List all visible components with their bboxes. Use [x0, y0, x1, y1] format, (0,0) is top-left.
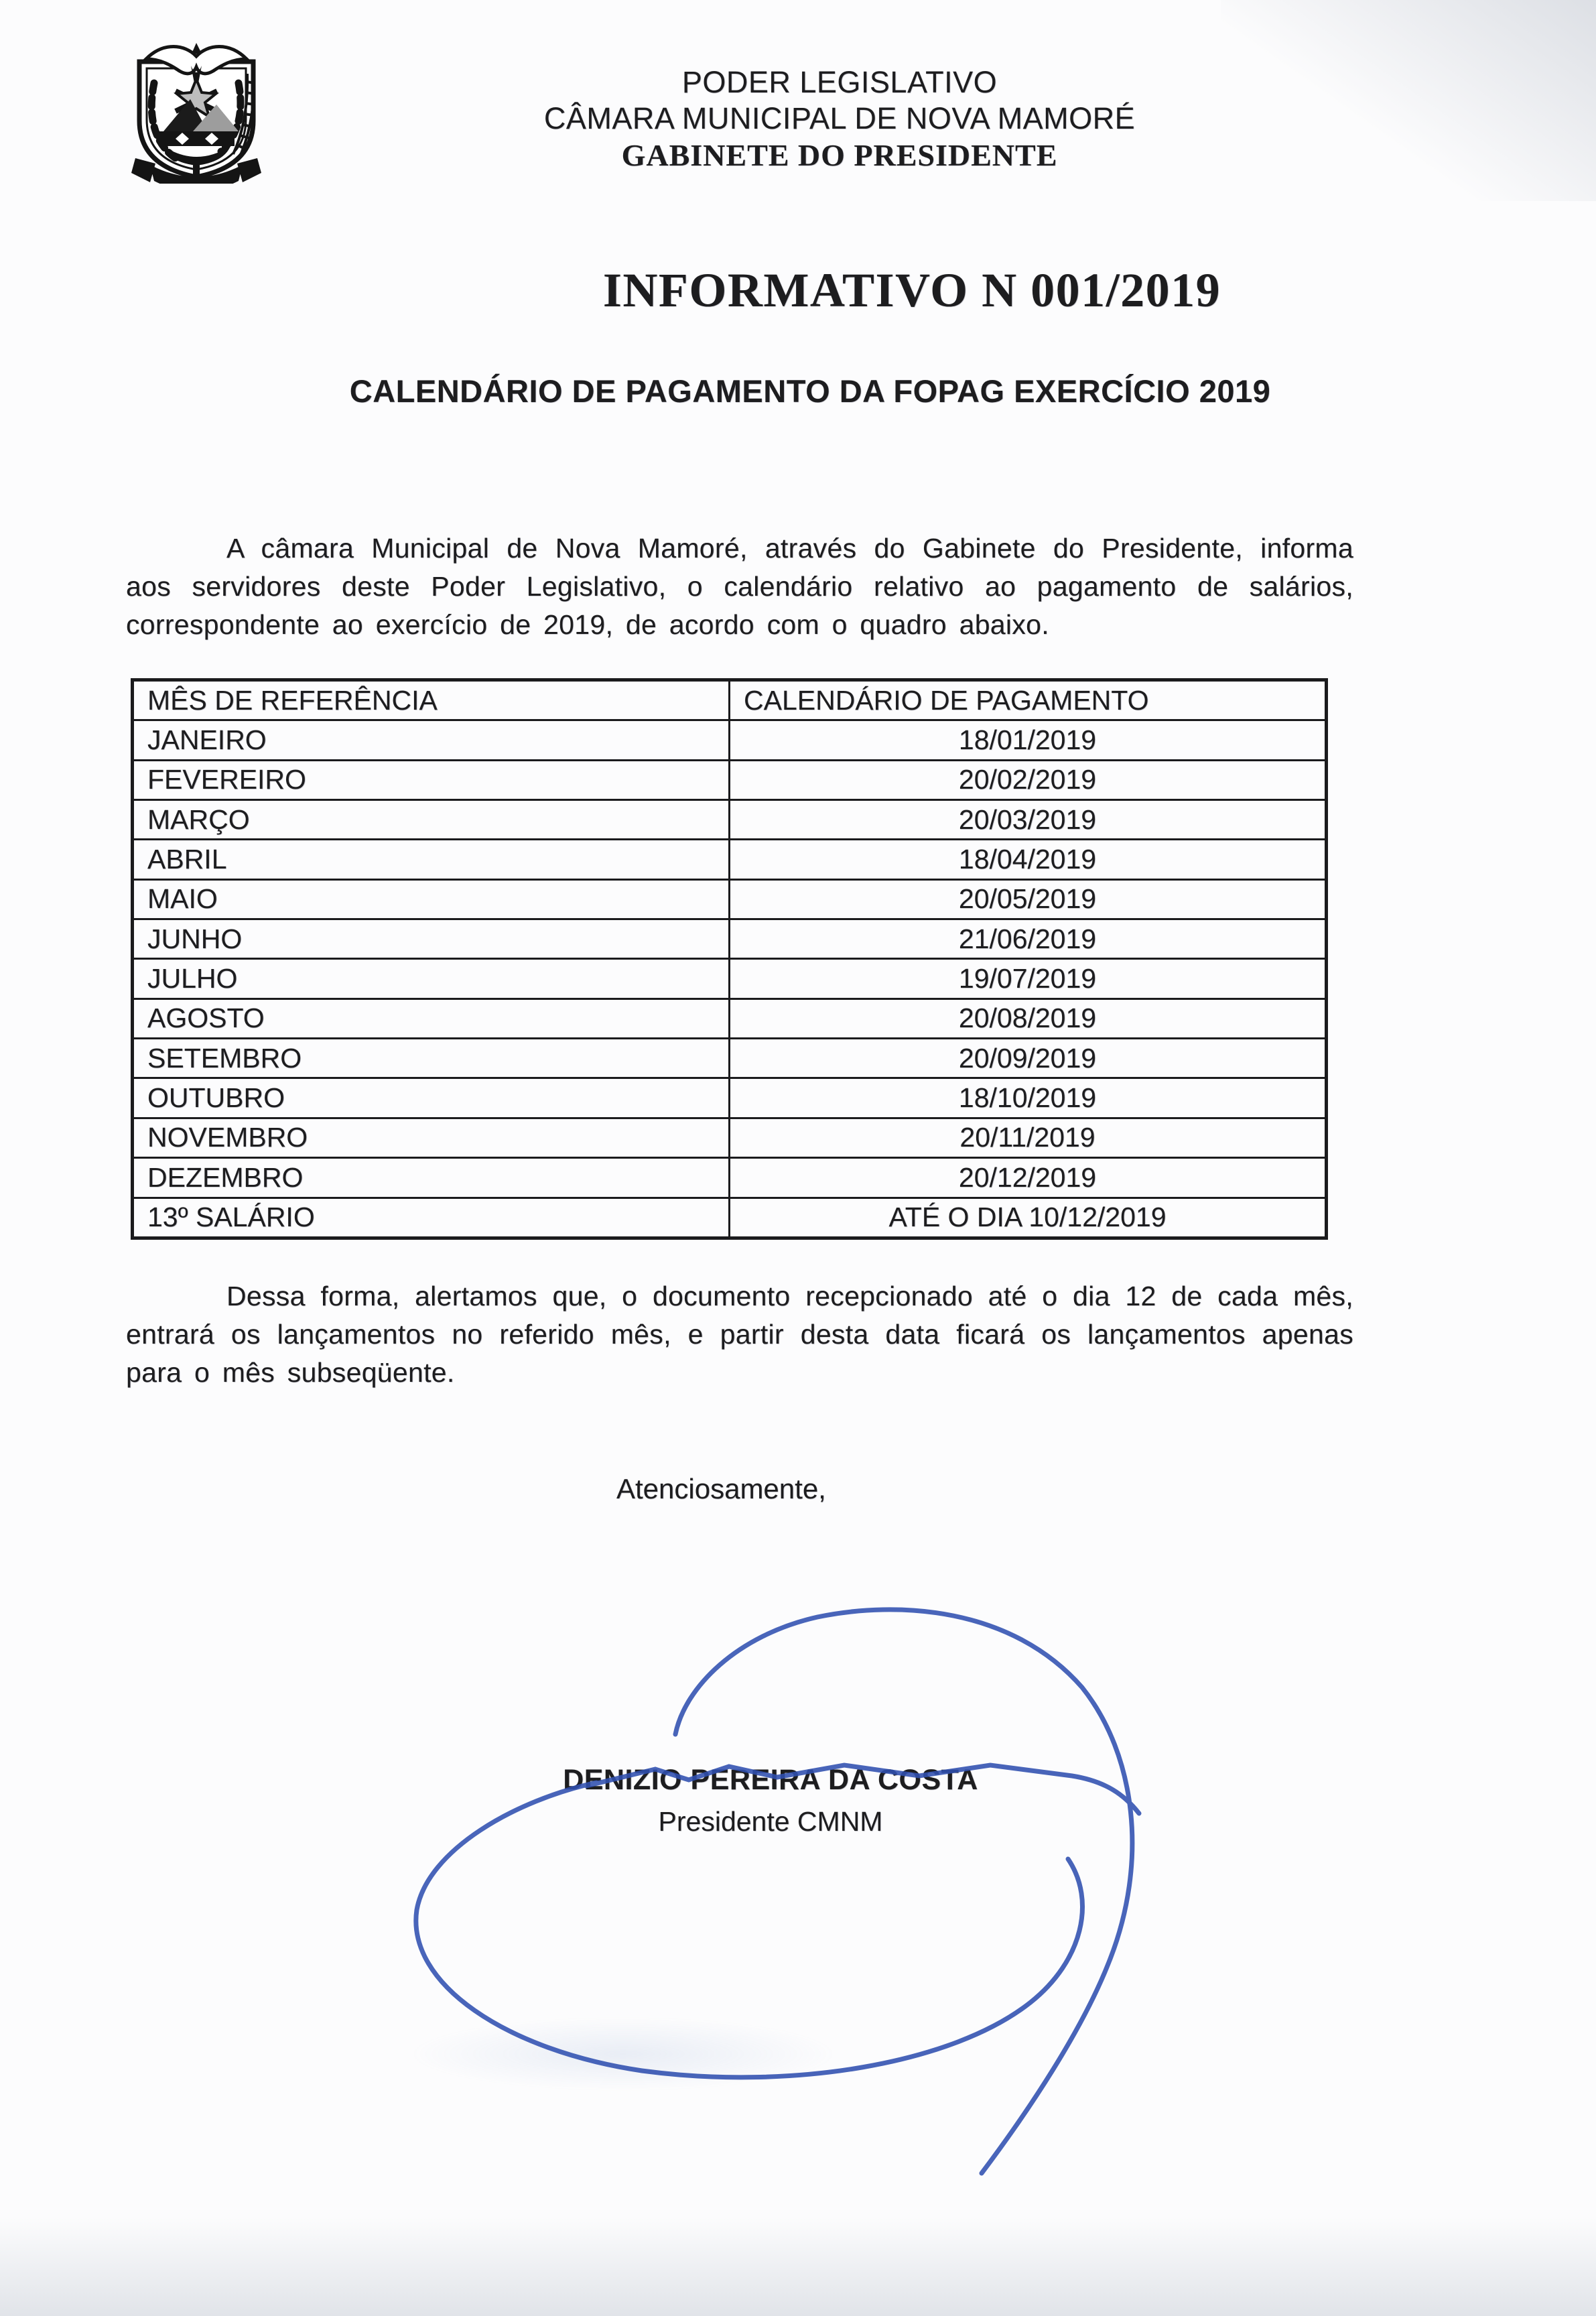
table-row [133, 1158, 1327, 1198]
table-row [133, 1039, 1327, 1078]
month-cell: 13º SALÁRIO [133, 1198, 730, 1238]
month-cell: AGOSTO [133, 999, 730, 1038]
column-header-payment: CALENDÁRIO DE PAGAMENTO [730, 680, 1327, 720]
date-cell: 20/05/2019 [730, 879, 1327, 919]
signature-block [0, 1764, 1541, 1838]
month-cell: MAIO [133, 879, 730, 919]
month-cell: MARÇO [133, 800, 730, 840]
table-header-row [133, 680, 1327, 720]
payment-calendar-table [131, 678, 1328, 1240]
date-cell: 20/09/2019 [730, 1039, 1327, 1078]
notice-paragraph: Dessa forma, alertamos que, o documento recepcionado até o dia 12 de cada mês, entrará os lançamentos no referido mês, e partir desta data ficará os lançamentos apenas para o mês subseqüente. [126, 1281, 1353, 1388]
date-cell: 20/03/2019 [730, 800, 1327, 840]
table-row [133, 999, 1327, 1038]
ink-bleed-smudge [409, 2017, 838, 2091]
date-cell: 19/07/2019 [730, 959, 1327, 999]
closing-salutation: Atenciosamente, [616, 1473, 826, 1504]
month-cell: FEVEREIRO [133, 760, 730, 799]
date-cell: 18/04/2019 [730, 840, 1327, 879]
table-row [133, 840, 1327, 879]
letterhead-line1: PODER LEGISLATIVO [681, 65, 998, 99]
signer-role: Presidente CMNM [658, 1806, 883, 1837]
document-title: INFORMATIVO N 001/2019 [602, 263, 1221, 317]
month-cell: ABRIL [133, 840, 730, 879]
date-cell: 18/10/2019 [730, 1078, 1327, 1118]
date-cell: 21/06/2019 [730, 919, 1327, 959]
month-cell: JULHO [133, 959, 730, 999]
table-row [133, 1198, 1327, 1238]
month-cell: JANEIRO [133, 720, 730, 760]
table-row [133, 879, 1327, 919]
table-row [133, 800, 1327, 840]
table-row [133, 959, 1327, 999]
month-cell: NOVEMBRO [133, 1118, 730, 1157]
letterhead [0, 64, 1596, 174]
month-cell: JUNHO [133, 919, 730, 959]
table-row [133, 760, 1327, 799]
scan-shading-bottom [0, 2217, 1596, 2316]
table-row [133, 720, 1327, 760]
month-cell: SETEMBRO [133, 1039, 730, 1078]
document-subtitle: CALENDÁRIO DE PAGAMENTO DA FOPAG EXERCÍCIO 2019 [349, 373, 1271, 409]
date-cell: 20/02/2019 [730, 760, 1327, 799]
date-cell: 20/08/2019 [730, 999, 1327, 1038]
table-row [133, 919, 1327, 959]
letterhead-line3: GABINETE DO PRESIDENTE [621, 138, 1058, 172]
table-row [133, 1078, 1327, 1118]
intro-paragraph: A câmara Municipal de Nova Mamoré, através do Gabinete do Presidente, informa aos servidores deste Poder Legislativo, o calendário relativo ao pagamento de salários, correspondente ao exercício de 2019, de acordo com o quadro abaixo. [126, 533, 1353, 640]
month-cell: OUTUBRO [133, 1078, 730, 1118]
date-cell: 20/12/2019 [730, 1158, 1327, 1198]
date-cell: 18/01/2019 [730, 720, 1327, 760]
table-row [133, 1118, 1327, 1157]
column-header-month: MÊS DE REFERÊNCIA [133, 680, 730, 720]
date-cell: ATÉ O DIA 10/12/2019 [730, 1198, 1327, 1238]
letterhead-line2: CÂMARA MUNICIPAL DE NOVA MAMORÉ [543, 101, 1136, 135]
date-cell: 20/11/2019 [730, 1118, 1327, 1157]
handwritten-signature-ink [375, 1587, 1219, 2203]
month-cell: DEZEMBRO [133, 1158, 730, 1198]
signer-name: DENIZIO PEREIRA DA COSTA [563, 1764, 978, 1796]
signature-strokes [416, 1610, 1139, 2173]
